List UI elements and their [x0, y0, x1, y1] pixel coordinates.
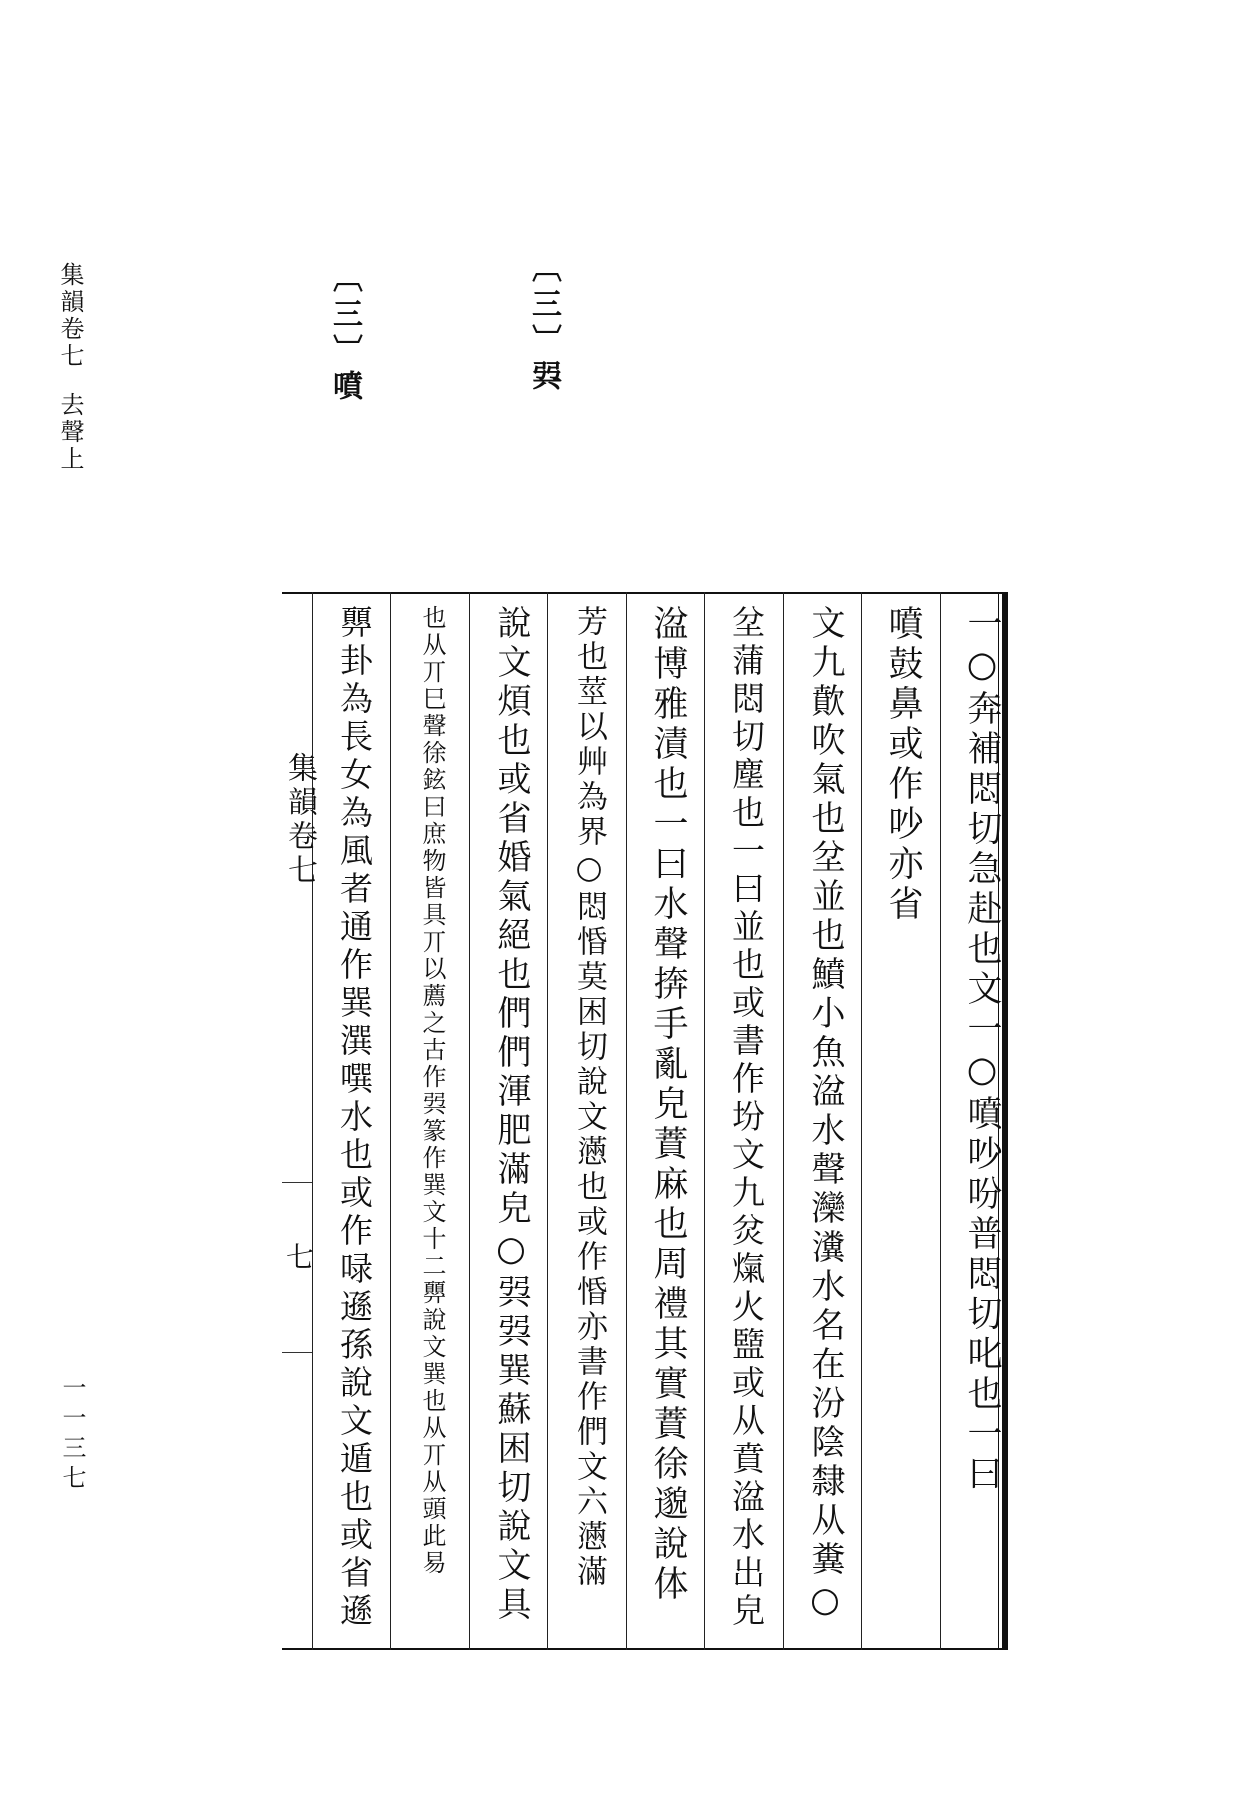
column-rule	[312, 592, 313, 1650]
column-text: 顨卦為長女為風者通作巽潠噀水也或作㖨遜孫說文遁也或省遜	[335, 605, 374, 1631]
text-column-8	[392, 605, 472, 1640]
text-column-4	[706, 605, 786, 1640]
column-text: 也从丌巳聲徐鉉曰庶物皆具丌以薦之古作㢲篆作巽文十二顨說文巽也从丌从頭此易	[418, 605, 446, 1577]
text-column-2	[863, 605, 943, 1640]
gutter-folio: 七	[282, 1242, 315, 1270]
page-number: 一一三七	[58, 1375, 86, 1495]
text-column-7	[471, 605, 551, 1640]
editorial-note-1: 〔三〕㢲	[526, 252, 561, 396]
editorial-note-2: 〔三〕噴	[327, 262, 362, 406]
text-column-5	[628, 605, 708, 1640]
text-column-6	[549, 605, 629, 1640]
column-text: 湓博雅漬也一曰水聲捹手亂皃蕡麻也周禮其實蕡徐邈說体	[648, 605, 688, 1605]
column-text: 一○奔補悶切急赴也文一○噴吵吩普悶切叱也一曰	[962, 605, 1002, 1495]
running-header	[58, 262, 82, 473]
header-volume: 集韻卷七	[56, 262, 84, 370]
column-text: 芳也莖以艸為界○悶惛莫困切說文懣也或作惛亦書作們文六懣滿	[571, 605, 607, 1590]
column-text: 說文煩也或省婚氣絕也們們渾肥滿皃○㢲㢲巽蘇困切說文具	[491, 605, 531, 1625]
gutter-title: 集韻卷七	[282, 752, 317, 888]
column-text: 坌蒲悶切塵也一曰並也或書作坋文九炃熂火盬或从賁湓水出皃	[727, 605, 766, 1631]
column-text: 文九歕吹氣也坌並也鱝小魚湓水聲灤瀵水名在汾陰隸从糞○	[805, 605, 845, 1625]
column-text: 噴鼓鼻或作吵亦省	[883, 605, 923, 925]
header-tone: 去聲上	[56, 392, 84, 473]
text-column-3	[785, 605, 865, 1640]
block-gutter	[282, 592, 317, 1650]
text-column-1	[942, 605, 1022, 1640]
text-column-9	[314, 605, 394, 1640]
